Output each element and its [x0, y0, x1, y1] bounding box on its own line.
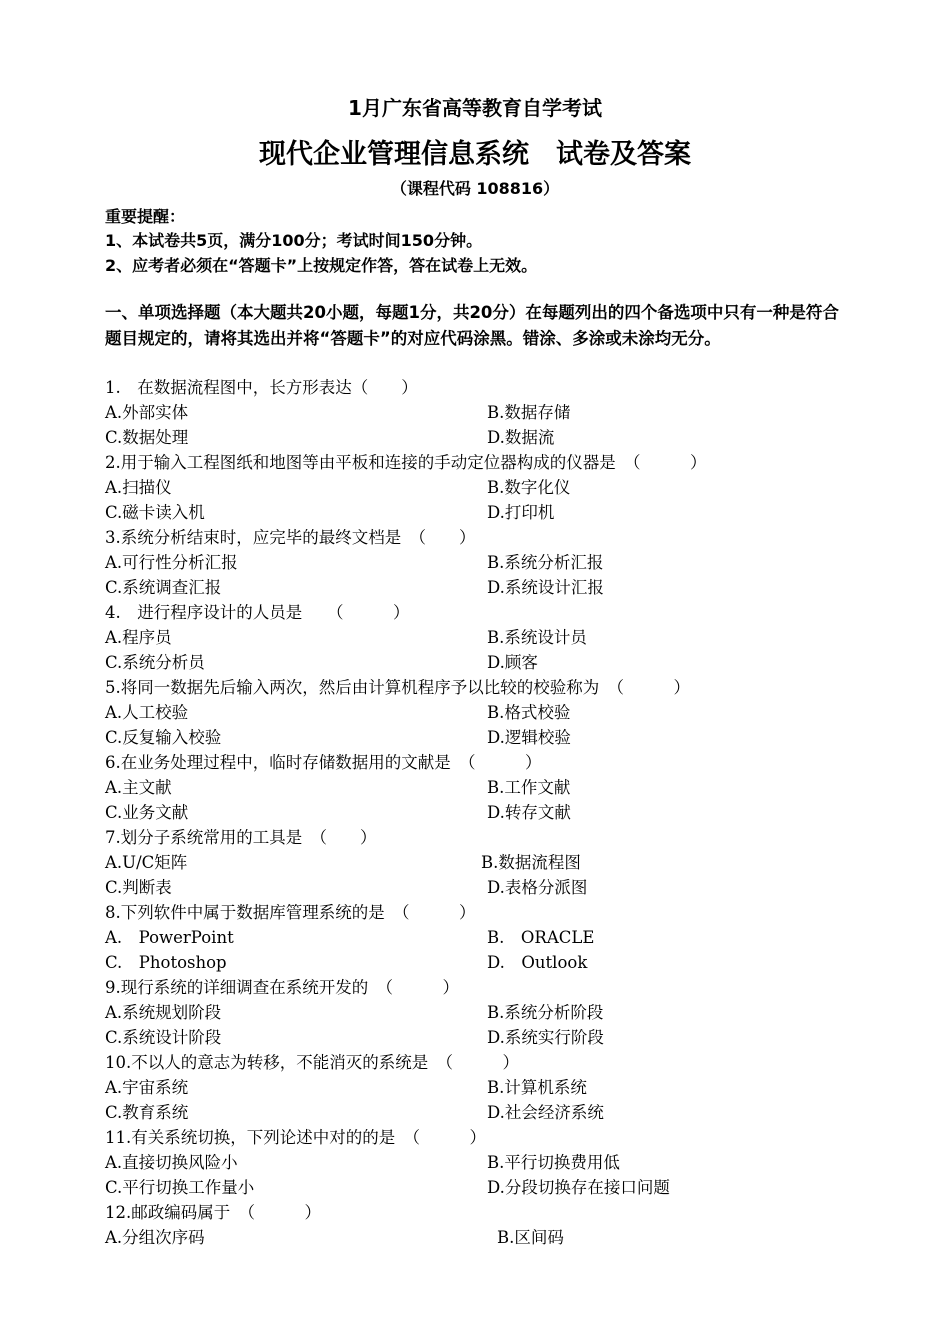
- question-stem: 1. 在数据流程图中，长方形表达（ ）: [105, 378, 418, 397]
- question-stem: 9.现行系统的详细调查在系统开发的 （ ）: [105, 978, 459, 997]
- question-stem: 3.系统分析结束时，应完毕的最终文档是 （ ）: [105, 528, 476, 547]
- option-a: A.程序员: [105, 628, 172, 647]
- option-a: A.可行性分析汇报: [105, 553, 238, 572]
- option-c: C.磁卡读入机: [105, 503, 205, 522]
- question-stem: 2.用于输入工程图纸和地图等由平板和连接的手动定位器构成的仪器是 （ ）: [105, 453, 707, 472]
- exam-title: 1月广东省高等教育自学考试: [348, 96, 602, 120]
- option-a: A.分组次序码: [105, 1228, 205, 1247]
- option-c: C.系统调查汇报: [105, 578, 222, 597]
- option-b: B.区间码: [497, 1228, 564, 1247]
- option-c: C.系统分析员: [105, 653, 205, 672]
- option-d: D.逻辑校验: [487, 728, 571, 747]
- option-b: B.系统设计员: [487, 628, 587, 647]
- option-d: D.系统设计汇报: [487, 578, 604, 597]
- option-b: B.工作文献: [487, 778, 571, 797]
- option-d: D.社会经济系统: [487, 1103, 604, 1122]
- option-c: C. Photoshop: [105, 953, 227, 972]
- section-heading: 一、单项选择题（本大题共20小题，每题1分，共20分）在每题列出的四个备选项中只有一种是符合题目规定的，请将其选出并将“答题卡”的对应代码涂黑。错涂、多涂或未涂均无分。: [105, 303, 839, 348]
- option-d: D.顾客: [487, 653, 538, 672]
- option-c: C.数据处理: [105, 428, 189, 447]
- question-stem: 5.将同一数据先后输入两次，然后由计算机程序予以比较的校验称为 （ ）: [105, 678, 690, 697]
- question-stem: 12.邮政编码属于 （ ）: [105, 1203, 321, 1222]
- question-stem: 10.不以人的意志为转移，不能消灭的系统是 （ ）: [105, 1053, 519, 1072]
- option-b: B.系统分析阶段: [487, 1003, 604, 1022]
- option-b: B.数字化仪: [487, 478, 571, 497]
- option-a: A.直接切换风险小: [105, 1153, 238, 1172]
- question-stem: 7.划分子系统常用的工具是 （ ）: [105, 828, 377, 847]
- option-b: B. ORACLE: [487, 928, 595, 947]
- question-stem: 11.有关系统切换，下列论述中对的的是 （ ）: [105, 1128, 486, 1147]
- option-a: A.扫描仪: [105, 478, 172, 497]
- option-a: A.U/C矩阵: [105, 853, 188, 872]
- option-a: A. PowerPoint: [105, 928, 234, 947]
- notice-item-1: 1、本试卷共5页，满分100分；考试时间150分钟。: [105, 231, 483, 250]
- option-c: C.反复输入校验: [105, 728, 222, 747]
- option-c: C.判断表: [105, 878, 172, 897]
- question-stem: 6.在业务处理过程中，临时存储数据用的文献是 （ ）: [105, 753, 542, 772]
- option-a: A.人工校验: [105, 703, 189, 722]
- option-c: C.系统设计阶段: [105, 1028, 222, 1047]
- option-c: C.业务文献: [105, 803, 189, 822]
- option-c: C.教育系统: [105, 1103, 189, 1122]
- option-a: A.外部实体: [105, 403, 189, 422]
- option-b: B.数据存储: [487, 403, 571, 422]
- option-b: B.格式校验: [487, 703, 571, 722]
- option-b: B.数据流程图: [481, 853, 581, 872]
- option-d: D.打印机: [487, 503, 555, 522]
- question-stem: 8.下列软件中属于数据库管理系统的是 （ ）: [105, 903, 476, 922]
- course-code: （课程代码 108816）: [390, 179, 560, 198]
- notice-item-2: 2、应考者必须在“答题卡”上按规定作答，答在试卷上无效。: [105, 256, 538, 275]
- notice-heading: 重要提醒：: [105, 207, 186, 226]
- option-a: A.系统规划阶段: [105, 1003, 222, 1022]
- option-d: D.系统实行阶段: [487, 1028, 604, 1047]
- option-c: C.平行切换工作量小: [105, 1178, 255, 1197]
- option-d: D.转存文献: [487, 803, 571, 822]
- course-title: 现代企业管理信息系统 试卷及答案: [259, 139, 691, 170]
- option-b: B.系统分析汇报: [487, 553, 604, 572]
- question-stem: 4. 进行程序设计的人员是 （ ）: [105, 603, 410, 622]
- option-a: A.主文献: [105, 778, 172, 797]
- option-d: D.表格分派图: [487, 878, 588, 897]
- option-d: D. Outlook: [487, 953, 588, 972]
- option-a: A.宇宙系统: [105, 1078, 189, 1097]
- option-b: B.平行切换费用低: [487, 1153, 620, 1172]
- option-d: D.数据流: [487, 428, 555, 447]
- option-d: D.分段切换存在接口问题: [487, 1178, 670, 1197]
- option-b: B.计算机系统: [487, 1078, 587, 1097]
